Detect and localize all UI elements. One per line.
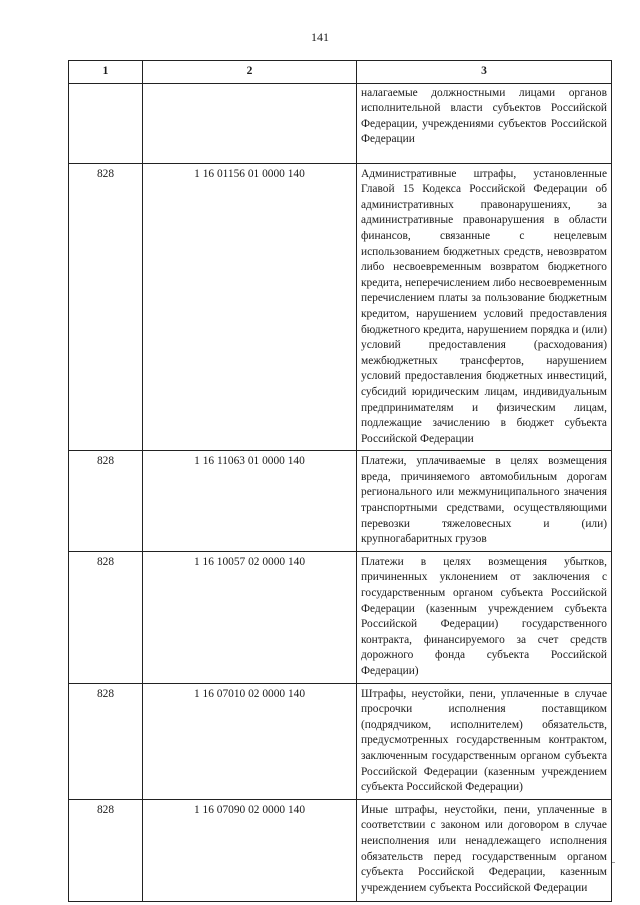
budget-code: 1 16 01156 01 0000 140 bbox=[143, 163, 357, 451]
cell-empty-2 bbox=[143, 83, 357, 163]
table-row bbox=[69, 551, 612, 683]
revenue-description: Административные штрафы, установленные Главой 15 Кодекса Российской Федерации об административных правонарушениях, за административные правонарушения в области финансов, связанные с нецелевым использованием бюджетных средств, невозвратом либо несвоевременным возвратом бюджетного кредита, неперечислением либо несвоевременным перечислением платы за пользование бюджетным кредитом, нарушением условий предоставления бюджетного кредита, нарушением порядка и (или) условий предоставления (расходования) межбюджетных трансфертов, нарушением условий предоставления бюджетных инвестиций, субсидий юридическим лицам, индивидуальным предпринимателям и физическим лицам, подлежащие зачислению в бюджет субъекта Российской Федерации bbox=[357, 163, 612, 451]
table-row bbox=[69, 799, 612, 901]
revenue-description: Платежи в целях возмещения убытков, причиненных уклонением от заключения с государственным органом субъекта Российской Федерации (казенным учреждением субъекта Российской Федерации) государственного контракта, финансируемого за счет средств дорожного фонда субъекта Российской Федерации) bbox=[357, 551, 612, 683]
admin-code: 828 bbox=[69, 163, 143, 451]
header-col-2: 2 bbox=[143, 61, 357, 84]
admin-code: 828 bbox=[69, 799, 143, 901]
table-row-continuation bbox=[69, 83, 612, 163]
budget-code: 1 16 11063 01 0000 140 bbox=[143, 451, 357, 552]
header-col-1: 1 bbox=[69, 61, 143, 84]
table-row bbox=[69, 163, 612, 451]
budget-code: 1 16 07090 02 0000 140 bbox=[143, 799, 357, 901]
scan-mark bbox=[612, 862, 615, 863]
header-col-3: 3 bbox=[357, 61, 612, 84]
page-number: 141 bbox=[311, 30, 329, 44]
table-row bbox=[69, 683, 612, 799]
admin-code: 828 bbox=[69, 451, 143, 552]
revenue-description: Платежи, уплачиваемые в целях возмещения вреда, причиняемого автомобильным дорогам регионального или межмуниципального значения транспортными средствами, осуществляющими перевозки тяжеловесных и (или) крупногабаритных грузов bbox=[357, 451, 612, 552]
budget-code: 1 16 07010 02 0000 140 bbox=[143, 683, 357, 799]
budget-code: 1 16 10057 02 0000 140 bbox=[143, 551, 357, 683]
header-row bbox=[69, 61, 612, 84]
revenue-description: Штрафы, неустойки, пени, уплаченные в случае просрочки исполнения поставщиком (подрядчиком, исполнителем) обязательств, предусмотренных государственным контрактом, заключенным государственным органом субъекта Российской Федерации (казенным учреждением субъекта Российской Федерации) bbox=[357, 683, 612, 799]
budget-revenue-table bbox=[68, 60, 612, 902]
table-row bbox=[69, 451, 612, 552]
admin-code: 828 bbox=[69, 551, 143, 683]
admin-code: 828 bbox=[69, 683, 143, 799]
revenue-description: Иные штрафы, неустойки, пени, уплаченные в соответствии с законом или договором в случае неисполнения или ненадлежащего исполнения обязательств перед государственным органом субъекта Российской Федерации, казенным учреждением субъекта Российской Федерации bbox=[357, 799, 612, 901]
cell-empty-1 bbox=[69, 83, 143, 163]
continuation-description: налагаемые должностными лицами органов исполнительной власти субъектов Российской Федерации, учреждениями субъектов Российской Федерации bbox=[357, 83, 612, 163]
